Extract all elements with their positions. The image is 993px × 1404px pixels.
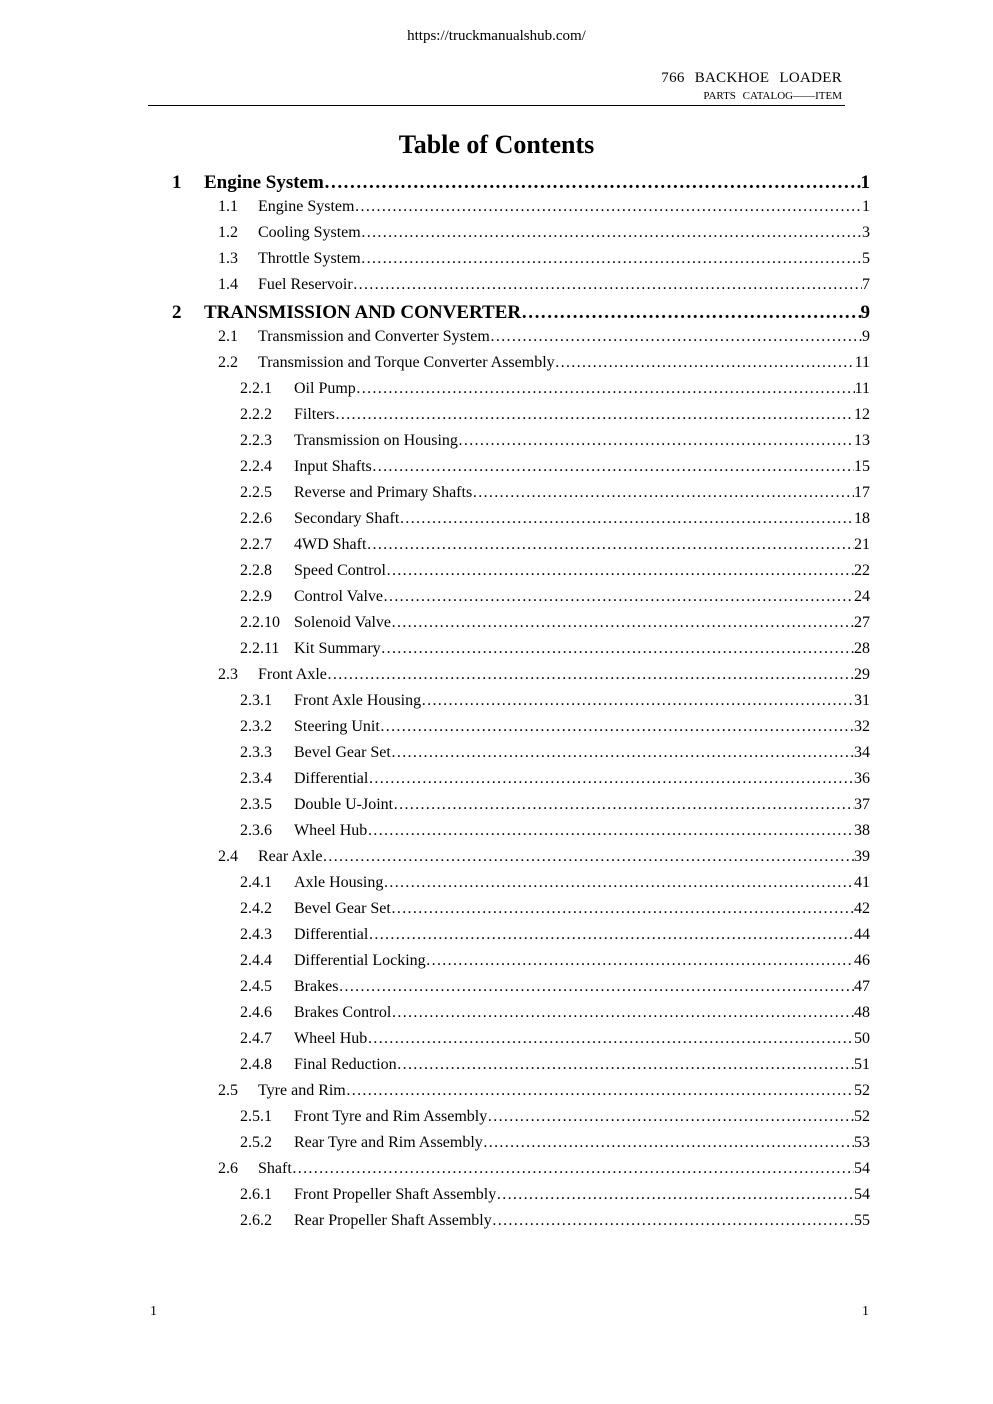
toc-entry-number: 2.3.6 — [240, 822, 272, 839]
toc-dot-leader — [490, 328, 862, 346]
toc-entry-page: 5 — [862, 250, 870, 267]
toc-entry-label: Engine System — [204, 172, 324, 193]
toc-entry-number: 2.3.1 — [240, 692, 272, 709]
toc-entry[interactable] — [218, 666, 870, 692]
toc-dot-leader — [426, 952, 854, 970]
toc-entry-page: 22 — [854, 562, 870, 579]
toc-entry[interactable] — [240, 1186, 870, 1212]
toc-entry-number: 2.2.2 — [240, 406, 272, 423]
toc-entry-number: 2.4.6 — [240, 1004, 272, 1021]
toc-dot-leader — [391, 900, 854, 918]
toc-dot-leader — [397, 1056, 854, 1074]
toc-entry-number: 2.4.2 — [240, 900, 272, 917]
toc-entry-number: 2.6.2 — [240, 1212, 272, 1229]
toc-entry-number: 2.2.11 — [240, 640, 280, 657]
toc-entry-number: 2.3.5 — [240, 796, 272, 813]
toc-entry-label: Solenoid Valve — [294, 614, 392, 631]
toc-entry[interactable] — [240, 614, 870, 640]
toc-entry-page: 47 — [854, 978, 870, 995]
toc-entry-page: 52 — [854, 1108, 870, 1125]
source-url: https://truckmanualshub.com/ — [407, 28, 586, 44]
toc-entry[interactable] — [240, 926, 870, 952]
toc-entry[interactable] — [218, 354, 870, 380]
toc-dot-leader — [555, 354, 855, 372]
toc-dot-leader — [324, 172, 861, 194]
toc-entry-label: Oil Pump — [294, 380, 356, 397]
toc-dot-leader — [391, 1004, 854, 1022]
toc-entry-label: Final Reduction — [294, 1056, 397, 1073]
toc-entry-page: 32 — [854, 718, 870, 735]
toc-entry-label: Front Tyre and Rim Assembly — [294, 1108, 488, 1125]
toc-entry[interactable] — [240, 822, 870, 848]
toc-entry-page: 41 — [854, 874, 870, 891]
toc-entry-label: Front Axle Housing — [294, 692, 422, 709]
toc-dot-leader — [322, 848, 854, 866]
toc-entry-number: 2.4.7 — [240, 1030, 272, 1047]
toc-entry-number: 2.3 — [218, 666, 238, 683]
toc-entry[interactable] — [240, 874, 870, 900]
toc-entry-page: 9 — [860, 302, 870, 323]
toc-entry-page: 36 — [854, 770, 870, 787]
toc-entry[interactable] — [240, 744, 870, 770]
toc-entry-label: Front Propeller Shaft Assembly — [294, 1186, 497, 1203]
toc-entry-number: 2.2.4 — [240, 458, 272, 475]
page-title: Table of Contents — [398, 130, 595, 159]
toc-entry-page: 1 — [862, 198, 870, 215]
toc-entry-number: 2.3.3 — [240, 744, 272, 761]
toc-entry[interactable] — [240, 380, 870, 406]
toc-entry[interactable] — [240, 406, 870, 432]
toc-dot-leader — [346, 1082, 854, 1100]
toc-entry-number: 2.4.3 — [240, 926, 272, 943]
doc-header-title: 766 BACKHOE LOADER — [661, 70, 842, 86]
toc-entry-label: Brakes — [294, 978, 339, 995]
toc-entry-page: 13 — [854, 432, 870, 449]
toc-dot-leader — [361, 250, 862, 268]
toc-dot-leader — [391, 744, 854, 762]
toc-entry-page: 27 — [854, 614, 870, 631]
toc-dot-leader — [521, 302, 860, 324]
toc-entry-label: TRANSMISSION AND CONVERTER — [204, 302, 522, 323]
toc-entry-page: 28 — [854, 640, 870, 657]
toc-entry-number: 2.4.8 — [240, 1056, 272, 1073]
toc-entry-label: Front Axle — [258, 666, 327, 683]
toc-entry-page: 21 — [854, 536, 870, 553]
toc-entry-page: 39 — [854, 848, 870, 865]
toc-entry-number: 1.4 — [218, 276, 238, 293]
toc-entry[interactable] — [240, 458, 870, 484]
toc-dot-leader — [367, 1030, 854, 1048]
toc-entry-number: 2.2.10 — [240, 614, 280, 631]
toc-entry-number: 1.3 — [218, 250, 238, 267]
toc-entry-page: 44 — [854, 926, 870, 943]
toc-dot-leader — [393, 796, 854, 814]
toc-entry-label: Differential Locking — [294, 952, 426, 969]
toc-dot-leader — [380, 718, 854, 736]
toc-entry[interactable] — [218, 1160, 870, 1186]
toc-entry-page: 42 — [854, 900, 870, 917]
toc-entry-label: Cooling System — [258, 224, 361, 241]
toc-dot-leader — [386, 562, 854, 580]
toc-dot-leader — [353, 276, 862, 294]
toc-entry-page: 31 — [854, 692, 870, 709]
toc-entry-page: 3 — [862, 224, 870, 241]
toc-entry[interactable] — [240, 536, 870, 562]
toc-dot-leader — [421, 692, 854, 710]
toc-dot-leader — [483, 1134, 854, 1152]
toc-entry-page: 9 — [862, 328, 870, 345]
toc-dot-leader — [335, 406, 854, 424]
toc-entry[interactable] — [240, 1108, 870, 1134]
toc-entry[interactable] — [218, 224, 870, 250]
toc-dot-leader — [487, 1108, 854, 1126]
toc-entry-number: 2.5.1 — [240, 1108, 272, 1125]
toc-dot-leader — [492, 1212, 854, 1230]
toc-entry-page: 11 — [854, 354, 870, 371]
toc-entry-page: 38 — [854, 822, 870, 839]
toc-dot-leader — [338, 978, 854, 996]
toc-entry[interactable] — [218, 198, 870, 224]
toc-entry-label: Brakes Control — [294, 1004, 392, 1021]
toc-dot-leader — [356, 380, 855, 398]
toc-entry-page: 18 — [854, 510, 870, 527]
toc-entry-label: Input Shafts — [294, 458, 372, 475]
toc-dot-leader — [458, 432, 854, 450]
toc-entry[interactable] — [172, 302, 870, 328]
toc-dot-leader — [383, 588, 854, 606]
toc-entry-number: 2.4.4 — [240, 952, 272, 969]
toc-entry-page: 1 — [860, 172, 870, 193]
toc-entry-number: 2.4 — [218, 848, 238, 865]
toc-dot-leader — [496, 1186, 854, 1204]
toc-entry-page: 54 — [854, 1186, 870, 1203]
toc-entry-number: 1.2 — [218, 224, 238, 241]
toc-entry-number: 1.1 — [218, 198, 238, 215]
toc-entry-page: 17 — [854, 484, 870, 501]
toc-entry-label: Double U-Joint — [294, 796, 394, 813]
toc-entry[interactable] — [218, 848, 870, 874]
toc-dot-leader — [472, 484, 854, 502]
toc-entry-label: Transmission and Converter System — [258, 328, 490, 345]
toc-entry-number: 2.5.2 — [240, 1134, 272, 1151]
toc-entry[interactable] — [218, 250, 870, 276]
toc-entry[interactable] — [218, 276, 870, 302]
toc-entry-number: 2.4.1 — [240, 874, 272, 891]
toc-entry-page: 48 — [854, 1004, 870, 1021]
toc-dot-leader — [368, 926, 854, 944]
toc-entry-label: Rear Propeller Shaft Assembly — [294, 1212, 492, 1229]
toc-entry-number: 2.5 — [218, 1082, 238, 1099]
toc-entry[interactable] — [240, 640, 870, 666]
toc-entry-page: 29 — [854, 666, 870, 683]
toc-entry-label: Wheel Hub — [294, 1030, 368, 1047]
toc-entry-label: Transmission and Torque Converter Assembly — [258, 354, 555, 371]
toc-entry-label: Transmission on Housing — [294, 432, 458, 449]
toc-dot-leader — [366, 536, 854, 554]
toc-entry-page: 54 — [854, 1160, 870, 1177]
toc-entry-label: 4WD Shaft — [294, 536, 367, 553]
toc-entry-number: 2.1 — [218, 328, 238, 345]
toc-entry[interactable] — [240, 1134, 870, 1160]
toc-entry[interactable] — [240, 952, 870, 978]
page-number-right: 1 — [862, 1304, 869, 1319]
toc-entry-number: 2.2.7 — [240, 536, 272, 553]
toc-dot-leader — [292, 1160, 854, 1178]
toc-entry-label: Speed Control — [294, 562, 386, 579]
toc-entry[interactable] — [240, 978, 870, 1004]
toc-dot-leader — [327, 666, 854, 684]
toc-entry-label: Bevel Gear Set — [294, 900, 391, 917]
toc-entry[interactable] — [240, 432, 870, 458]
toc-entry-number: 2.2.8 — [240, 562, 272, 579]
toc-entry-label: Filters — [294, 406, 335, 423]
toc-dot-leader — [391, 614, 854, 632]
toc-entry-number: 2.2.9 — [240, 588, 272, 605]
toc-entry-page: 51 — [854, 1056, 870, 1073]
toc-entry-label: Secondary Shaft — [294, 510, 400, 527]
toc-entry-page: 37 — [854, 796, 870, 813]
toc-entry-label: Differential — [294, 926, 369, 943]
toc-entry-number: 2.2.6 — [240, 510, 272, 527]
toc-entry[interactable] — [240, 510, 870, 536]
toc-dot-leader — [361, 224, 862, 242]
toc-entry-number: 2.2.3 — [240, 432, 272, 449]
toc-entry-label: Steering Unit — [294, 718, 380, 735]
toc-entry[interactable] — [240, 1212, 870, 1238]
toc-entry-page: 52 — [854, 1082, 870, 1099]
toc-entry-page: 34 — [854, 744, 870, 761]
toc-entry-label: Rear Axle — [258, 848, 323, 865]
toc-entry-label: Rear Tyre and Rim Assembly — [294, 1134, 483, 1151]
toc-entry-page: 12 — [854, 406, 870, 423]
toc-dot-leader — [383, 874, 854, 892]
toc-entry-page: 53 — [854, 1134, 870, 1151]
doc-header-subtitle: PARTS CATALOG——ITEM — [703, 90, 842, 102]
toc-entry-number: 2.6.1 — [240, 1186, 272, 1203]
toc-entry-label: Shaft — [258, 1160, 292, 1177]
toc-dot-leader — [399, 510, 854, 528]
toc-entry-number: 2.3.4 — [240, 770, 272, 787]
toc-entry-page: 11 — [854, 380, 870, 397]
toc-entry-label: Fuel Reservoir — [258, 276, 353, 293]
toc-entry-label: Bevel Gear Set — [294, 744, 391, 761]
toc-entry-page: 7 — [862, 276, 870, 293]
toc-entry-number: 2.2.5 — [240, 484, 272, 501]
toc-entry-number: 2.4.5 — [240, 978, 272, 995]
toc-entry[interactable] — [240, 562, 870, 588]
toc-entry-number: 2.6 — [218, 1160, 238, 1177]
toc-entry-label: Tyre and Rim — [258, 1082, 346, 1099]
toc-entry[interactable] — [218, 328, 870, 354]
toc-dot-leader — [368, 770, 854, 788]
header-rule — [148, 105, 845, 106]
toc-dot-leader — [354, 198, 862, 216]
toc-dot-leader — [367, 822, 854, 840]
toc-entry[interactable] — [240, 1030, 870, 1056]
toc-entry[interactable] — [240, 588, 870, 614]
toc-entry-number: 1 — [172, 172, 182, 193]
toc-entry[interactable] — [240, 1004, 870, 1030]
toc-entry-number: 2.2 — [218, 354, 238, 371]
toc-entry-number: 2 — [172, 302, 182, 323]
toc-entry-label: Throttle System — [258, 250, 361, 267]
toc-dot-leader — [381, 640, 854, 658]
toc-entry-page: 55 — [854, 1212, 870, 1229]
toc-dot-leader — [372, 458, 854, 476]
page-number-left: 1 — [150, 1304, 157, 1319]
toc-entry[interactable] — [240, 692, 870, 718]
toc-entry-page: 24 — [854, 588, 870, 605]
toc-entry-number: 2.2.1 — [240, 380, 272, 397]
toc-entry[interactable] — [240, 900, 870, 926]
toc-entry-label: Engine System — [258, 198, 355, 215]
toc-entry[interactable] — [240, 1056, 870, 1082]
toc-entry-number: 2.3.2 — [240, 718, 272, 735]
toc-entry-label: Reverse and Primary Shafts — [294, 484, 473, 501]
toc-entry-page: 50 — [854, 1030, 870, 1047]
toc-entry-label: Control Valve — [294, 588, 384, 605]
toc-entry[interactable] — [218, 1082, 870, 1108]
toc-entry-page: 15 — [854, 458, 870, 475]
toc-entry-label: Axle Housing — [294, 874, 384, 891]
toc-entry-page: 46 — [854, 952, 870, 969]
toc-entry-label: Wheel Hub — [294, 822, 368, 839]
toc-entry[interactable] — [240, 484, 870, 510]
toc-entry[interactable] — [240, 718, 870, 744]
toc-entry-label: Kit Summary — [294, 640, 381, 657]
toc-entry[interactable] — [172, 172, 870, 198]
toc-entry[interactable] — [240, 770, 870, 796]
toc-entry-label: Differential — [294, 770, 369, 787]
toc-entry[interactable] — [240, 796, 870, 822]
